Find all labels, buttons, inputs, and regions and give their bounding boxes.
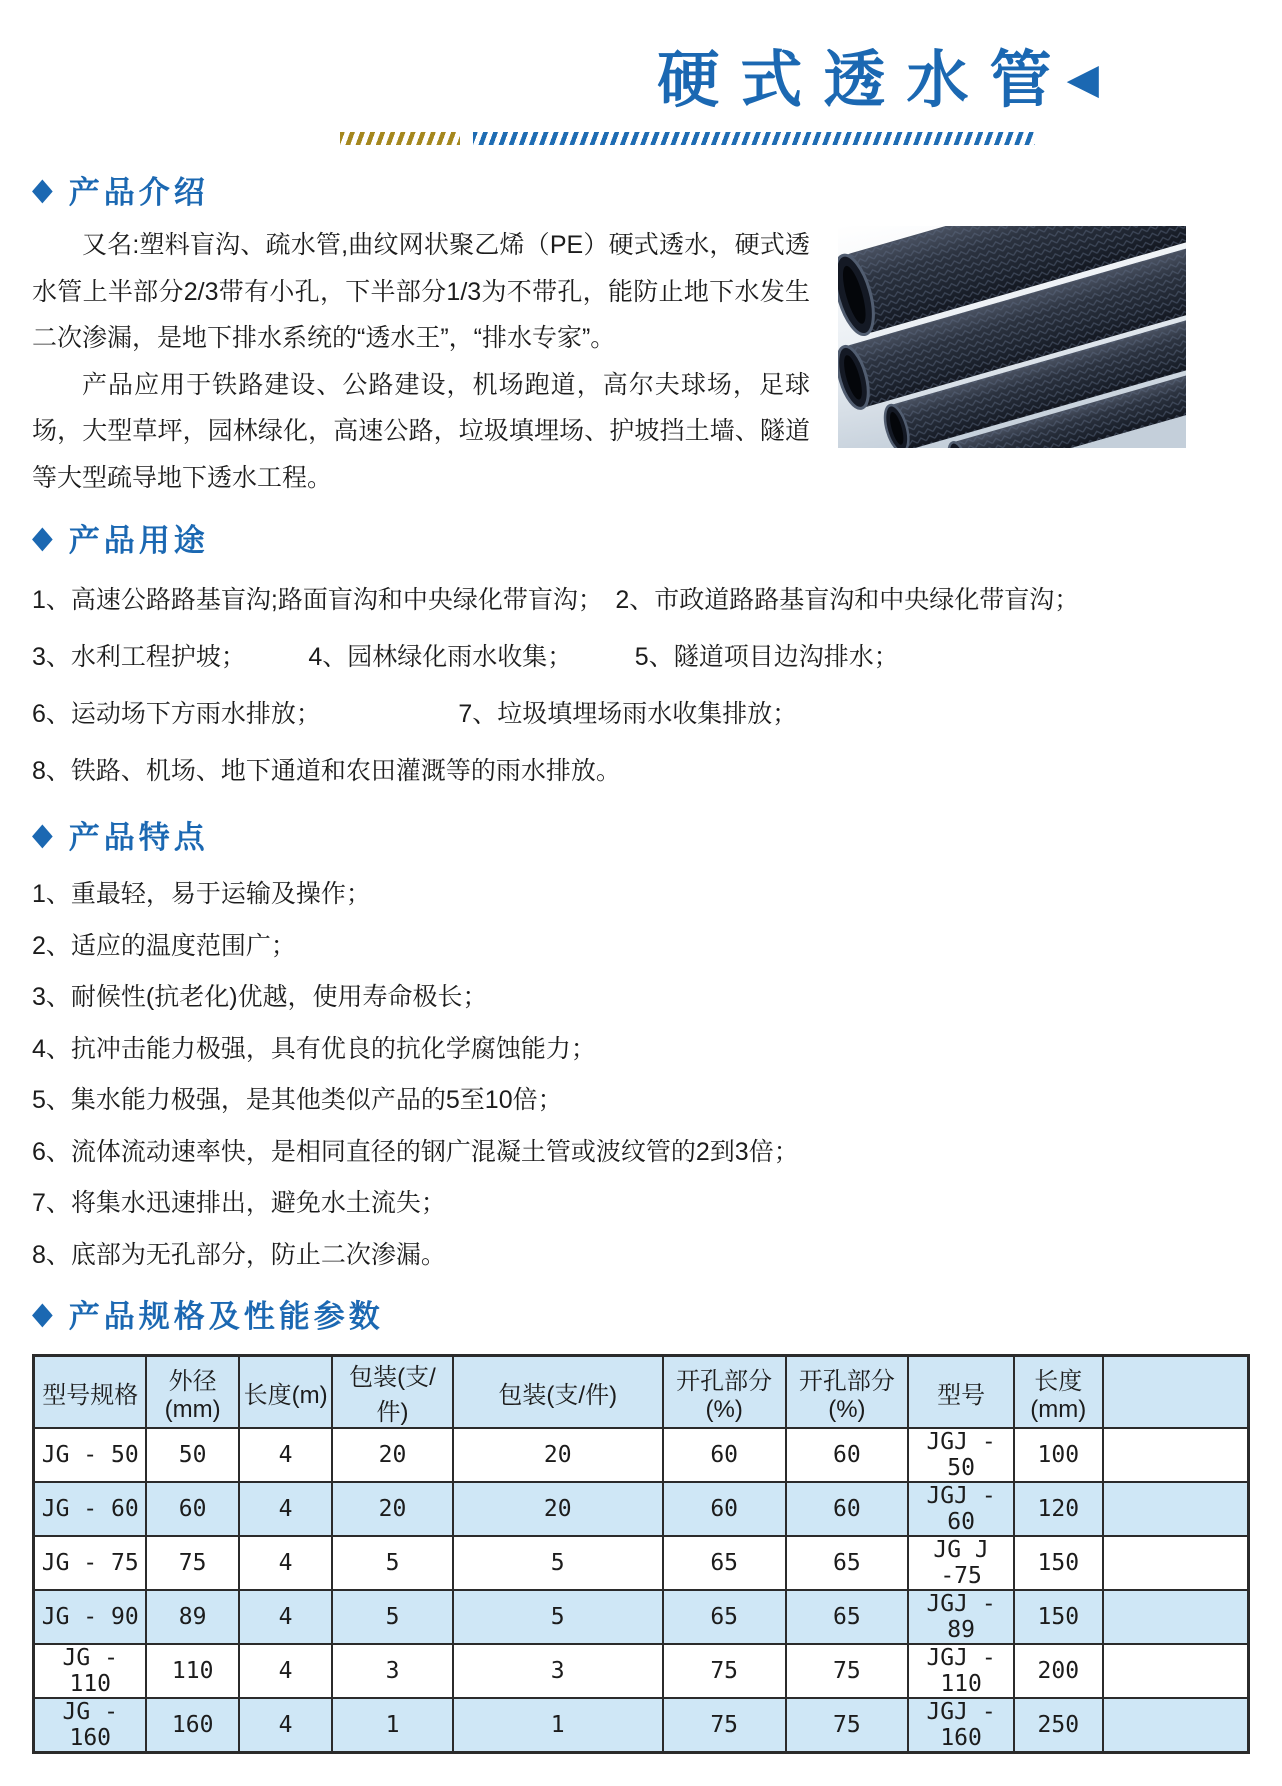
- table-cell: 20: [332, 1428, 452, 1482]
- product-pipes-photo: [838, 226, 1186, 448]
- table-cell: 120: [1014, 1482, 1103, 1536]
- feature-line: 6、流体流动速率快，是相同直径的钢广混凝土管或波纹管的2到3倍；: [32, 1137, 799, 1166]
- table-row: [34, 1482, 1249, 1536]
- table-cell: 75: [786, 1698, 909, 1753]
- feature-line: 4、抗冲击能力极强，具有优良的抗化学腐蚀能力；: [32, 1034, 596, 1063]
- table-cell: 150: [1014, 1536, 1103, 1590]
- table-cell: 60: [146, 1482, 238, 1536]
- table-cell: 65: [663, 1536, 786, 1590]
- table-row: [34, 1428, 1249, 1482]
- features-list: [32, 869, 1250, 1281]
- table-cell: 100: [1014, 1428, 1103, 1482]
- section-heading-uses: [32, 515, 1250, 560]
- table-cell: 75: [146, 1536, 238, 1590]
- feature-line: 5、集水能力极强，是其他类似产品的5至10倍；: [32, 1086, 563, 1115]
- decorative-stripe-bar: [340, 131, 1250, 145]
- table-row: [34, 1644, 1249, 1698]
- section-title: 产品规格及性能参数: [68, 1299, 384, 1335]
- header-cell: 包装(支/件): [453, 1356, 663, 1429]
- diamond-icon: ◆: [32, 519, 53, 555]
- section-heading-intro: [32, 167, 1250, 212]
- table-cell: JG - 75: [34, 1536, 147, 1590]
- table-cell: 1: [332, 1698, 452, 1753]
- table-cell: 4: [239, 1590, 333, 1644]
- intro-row: [32, 222, 1250, 501]
- table-cell: JG - 50: [34, 1428, 147, 1482]
- table-cell: 250: [1014, 1698, 1103, 1753]
- table-cell: 65: [786, 1536, 909, 1590]
- table-cell: 4: [239, 1428, 333, 1482]
- use-line: 8、铁路、机场、地下通道和农田灌溉等的雨水排放。: [32, 757, 621, 786]
- left-arrow-icon: ◀: [1066, 54, 1120, 103]
- table-cell: JGJ - 160: [908, 1698, 1014, 1753]
- section-title: 产品介绍: [68, 175, 209, 211]
- feature-line: 2、适应的温度范围广；: [32, 931, 296, 960]
- table-cell: 4: [239, 1644, 333, 1698]
- section-title: 产品用途: [68, 523, 209, 559]
- table-row: [34, 1536, 1249, 1590]
- table-cell: JGJ - 60: [908, 1482, 1014, 1536]
- table-row: [34, 1590, 1249, 1644]
- table-cell: [1103, 1482, 1249, 1536]
- header-cell: 外径(mm): [146, 1356, 238, 1429]
- table-cell: JGJ - 50: [908, 1428, 1014, 1482]
- section-heading-specs: [32, 1291, 1250, 1336]
- table-cell: 4: [239, 1698, 333, 1753]
- table-cell: JG - 60: [34, 1482, 147, 1536]
- table-cell: JG J -75: [908, 1536, 1014, 1590]
- feature-line: 7、将集水迅速排出，避免水土流失；: [32, 1189, 446, 1218]
- table-cell: 1: [453, 1698, 663, 1753]
- header-cell: 型号规格: [34, 1356, 147, 1429]
- table-cell: JG - 90: [34, 1590, 147, 1644]
- table-cell: 60: [786, 1482, 909, 1536]
- table-cell: 65: [663, 1590, 786, 1644]
- table-cell: 50: [146, 1428, 238, 1482]
- diamond-icon: ◆: [32, 816, 53, 852]
- table-cell: 5: [453, 1590, 663, 1644]
- table-cell: 60: [663, 1428, 786, 1482]
- feature-line: 8、底部为无孔部分，防止二次渗漏。: [32, 1240, 446, 1269]
- table-cell: [1103, 1428, 1249, 1482]
- header-cell: [1103, 1356, 1249, 1429]
- table-cell: JGJ - 110: [908, 1644, 1014, 1698]
- diamond-icon: ◆: [32, 1295, 53, 1331]
- table-cell: 5: [332, 1536, 452, 1590]
- table-cell: 5: [332, 1590, 452, 1644]
- use-line: 1、高速公路路基盲沟;路面盲沟和中央绿化带盲沟； 2、市政道路路基盲沟和中央绿化带盲沟；: [32, 586, 1080, 615]
- use-line: 6、运动场下方雨水排放； 7、垃圾填埋场雨水收集排放；: [32, 700, 798, 729]
- header-cell: 开孔部分(%): [663, 1356, 786, 1429]
- table-cell: [1103, 1536, 1249, 1590]
- table-cell: 20: [332, 1482, 452, 1536]
- header-cell: 型号: [908, 1356, 1014, 1429]
- table-cell: 20: [453, 1428, 663, 1482]
- intro-paragraph: 又名:塑料盲沟、疏水管,曲纹网状聚乙烯（PE）硬式透水，硬式透水管上半部分2/3带有小孔，下半部分1/3为不带孔，能防止地下水发生二次渗漏，是地下排水系统的“透水王”，“排水专家”。: [32, 231, 810, 353]
- page-title-text: 硬式透水管: [657, 43, 1073, 116]
- table-cell: 75: [663, 1644, 786, 1698]
- table-cell: JG - 160: [34, 1698, 147, 1753]
- diamond-icon: ◆: [32, 171, 53, 207]
- intro-paragraph: 产品应用于铁路建设、公路建设，机场跑道，高尔夫球场，足球场，大型草坪，园林绿化，高速公路，垃圾填埋场、护坡挡土墙、隧道等大型疏导地下透水工程。: [32, 370, 810, 492]
- table-cell: JG - 110: [34, 1644, 147, 1698]
- header-row: [34, 1356, 1249, 1429]
- table-cell: [1103, 1590, 1249, 1644]
- uses-list: [32, 572, 1250, 800]
- table-cell: 75: [663, 1698, 786, 1753]
- section-heading-features: [32, 812, 1250, 857]
- table-cell: 3: [332, 1644, 452, 1698]
- header-cell: 开孔部分(%): [786, 1356, 909, 1429]
- intro-paragraphs: [32, 222, 810, 501]
- table-cell: 65: [786, 1590, 909, 1644]
- section-title: 产品特点: [68, 820, 209, 856]
- table-cell: 200: [1014, 1644, 1103, 1698]
- table-cell: 60: [786, 1428, 909, 1482]
- blue-stripe: [473, 132, 1035, 145]
- table-cell: 3: [453, 1644, 663, 1698]
- table-cell: 5: [453, 1536, 663, 1590]
- table-cell: 4: [239, 1482, 333, 1536]
- feature-line: 3、耐候性(抗老化)优越，使用寿命极长；: [32, 983, 488, 1012]
- table-cell: [1103, 1644, 1249, 1698]
- table-cell: 75: [786, 1644, 909, 1698]
- table-cell: 150: [1014, 1590, 1103, 1644]
- table-row: [34, 1698, 1249, 1753]
- header-cell: 包装(支/件): [332, 1356, 452, 1429]
- table-cell: 60: [663, 1482, 786, 1536]
- table-cell: 110: [146, 1644, 238, 1698]
- table-cell: 4: [239, 1536, 333, 1590]
- table-cell: [1103, 1698, 1249, 1753]
- table-cell: 160: [146, 1698, 238, 1753]
- specs-table: [32, 1354, 1250, 1754]
- table-cell: 89: [146, 1590, 238, 1644]
- table-cell: 20: [453, 1482, 663, 1536]
- page-title: [657, 44, 1120, 115]
- title-row: [32, 0, 1250, 115]
- feature-line: 1、重最轻，易于运输及操作；: [32, 880, 371, 909]
- table-cell: JGJ - 89: [908, 1590, 1014, 1644]
- use-line: 3、水利工程护坡； 4、园林绿化雨水收集； 5、隧道项目边沟排水；: [32, 643, 899, 672]
- header-cell: 长度(mm): [1014, 1356, 1103, 1429]
- header-cell: 长度(m): [239, 1356, 333, 1429]
- gold-stripe: [340, 132, 460, 145]
